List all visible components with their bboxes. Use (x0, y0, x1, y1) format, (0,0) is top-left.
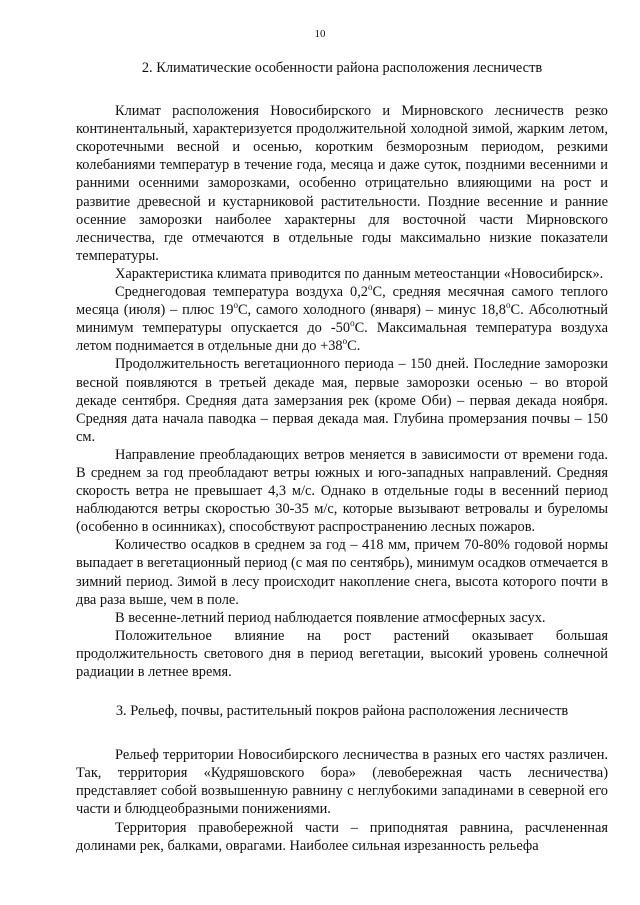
section-2-paragraph-vegetation: Продолжительность вегетационного периода – 150 дней. Последние заморозки весной появляются в третьей декаде мая, первые заморозки осенью – во второй декаде сентября. Средняя дата замерзания рек (кроме Оби) – первая декада ноября. Средняя дата начала паводка – первая декада мая. Глубина промерзания почвы – 150 см. (76, 356, 608, 445)
degree-sign: o (342, 336, 348, 347)
section-3-paragraph-right-bank: Территория правобережной части – приподнятая равнина, расчлененная долинами рек, балками, оврагами. Наиболее сильная изрезанность рельефа (76, 819, 608, 854)
section-2-paragraph-station: Характеристика климата приводится по данным метеостанции «Новосибирск». (115, 265, 604, 282)
section-2-heading: 2. Климатические особенности района расположения лесничеств (141, 60, 543, 76)
section-2-paragraph-wind: Направление преобладающих ветров меняется в зависимости от времени года. В среднем за год преобладают ветры южных и юго-западных направлений. Средняя скорость ветра не превышает 4,3 м/с. Однако в отдельные годы в весенний период наблюдаются ветры скоростью 30-35 м/с, которые вызывают ветровалы и буреломы (особенно в осинниках), способствуют распространению лесных пожаров. (76, 446, 608, 536)
section-3-paragraph-relief: Рельеф территории Новосибирского лесничества в разных его частях различен. Так, территория «Кудряшовского бора» (левобережная часть лесничества) представляет собой возвышенную равнину с неглубокими западинами в северной его части и блюдцеобразными понижениями. (76, 747, 608, 818)
section-3-heading: 3. Рельеф, почвы, растительный покров района расположения лесничеств (115, 703, 569, 720)
degree-sign: o (350, 318, 355, 329)
page-number: 10 (314, 28, 326, 40)
degree-sign: o (368, 282, 373, 293)
section-2-paragraph-precipitation: Количество осадков в среднем за год – 418 мм, причем 70-80% годовой нормы выпадает в вегетационный период (с мая по сентябрь), минимум осадков отмечается в зимний период. Зимой в лесу происходит накопление снега, высота которого почти в два раза выше, чем в поле. (76, 537, 608, 608)
section-2-paragraph-temperature: Среднегодовая температура воздуха 0,2$^o$С, средняя месячная самого теплого месяца (июля) – плюс 19$^o$С, самого холодного (января) – минус 18,8$^o$С. Абсолютный минимум температуры опускается до -50$^o$С. Максимальная температура воздуха летом поднимается в отдельные дни до $+38^oС$. (76, 282, 608, 355)
section-2-paragraph-climate: Климат расположения Новосибирского и Мирновского лесничеств резко континентальный, характеризуется продолжительной холодной зимой, жарким летом, скоротечными весной и осенью, коротким безморозным периодом, резкими колебаниями температур в течение года, месяца и даже суток, поздними весенними и ранними осенними заморозками, особенно отрицательно влияющими на рост и развитие древесной и кустарниковой растительности. Поздние весенние и ранние осенние заморозки наиболее характерны для восточной части Мирновского лесничества, где отмечаются в отдельные годы максимально низкие показатели температуры. (76, 103, 608, 264)
section-2-paragraph-daylight: Положительное влияние на рост растений оказывает большая продолжительность светового дня в период вегетации, высокий уровень солнечной радиации в летнее время. (76, 627, 608, 680)
document-body (76, 59, 608, 855)
degree-sign: o (233, 300, 238, 311)
degree-sign: o (505, 300, 511, 311)
section-2-paragraph-drought: В весенне-летний период наблюдается появление атмосферных засух. (115, 609, 546, 626)
